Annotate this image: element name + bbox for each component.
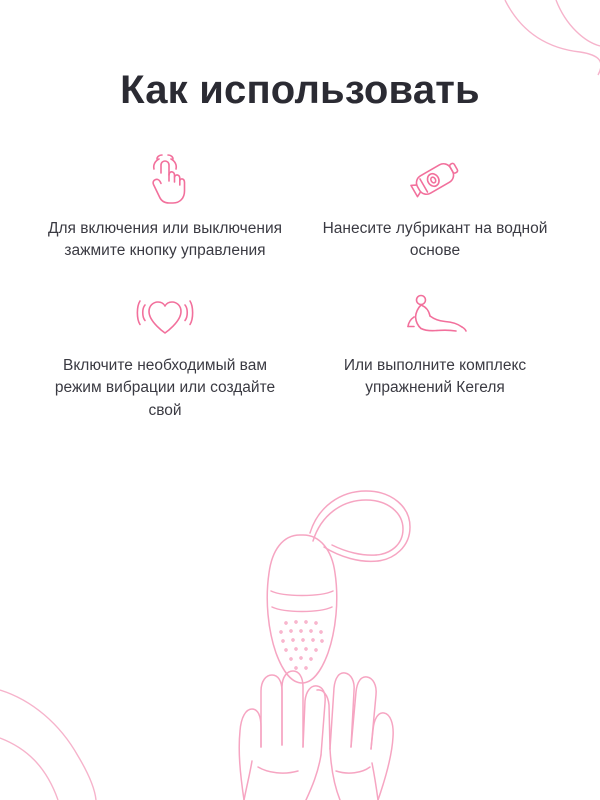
hands-holding-vibrating-egg-illustration xyxy=(0,455,600,800)
heart-vibration-icon xyxy=(136,285,194,347)
step-item-2 xyxy=(300,148,570,263)
step-text-1: Для включения или выключения зажмите кнопку управления xyxy=(47,220,282,260)
step-item-3 xyxy=(30,285,300,422)
steps-grid xyxy=(30,148,570,422)
step-item-4 xyxy=(300,285,570,422)
step-text-2: Нанесите лубрикант на водной основе xyxy=(322,220,548,260)
tap-finger-icon xyxy=(142,148,188,210)
step-text-3: Включите необходимый вам режим вибрации или создайте свой xyxy=(54,356,276,419)
lubricant-tube-icon xyxy=(402,148,468,210)
page-title: Как использовать xyxy=(120,68,480,112)
step-item-1 xyxy=(30,148,300,263)
yoga-pose-icon xyxy=(400,285,470,347)
step-text-4: Или выполните комплекс упражнений Кегеля xyxy=(343,356,527,397)
